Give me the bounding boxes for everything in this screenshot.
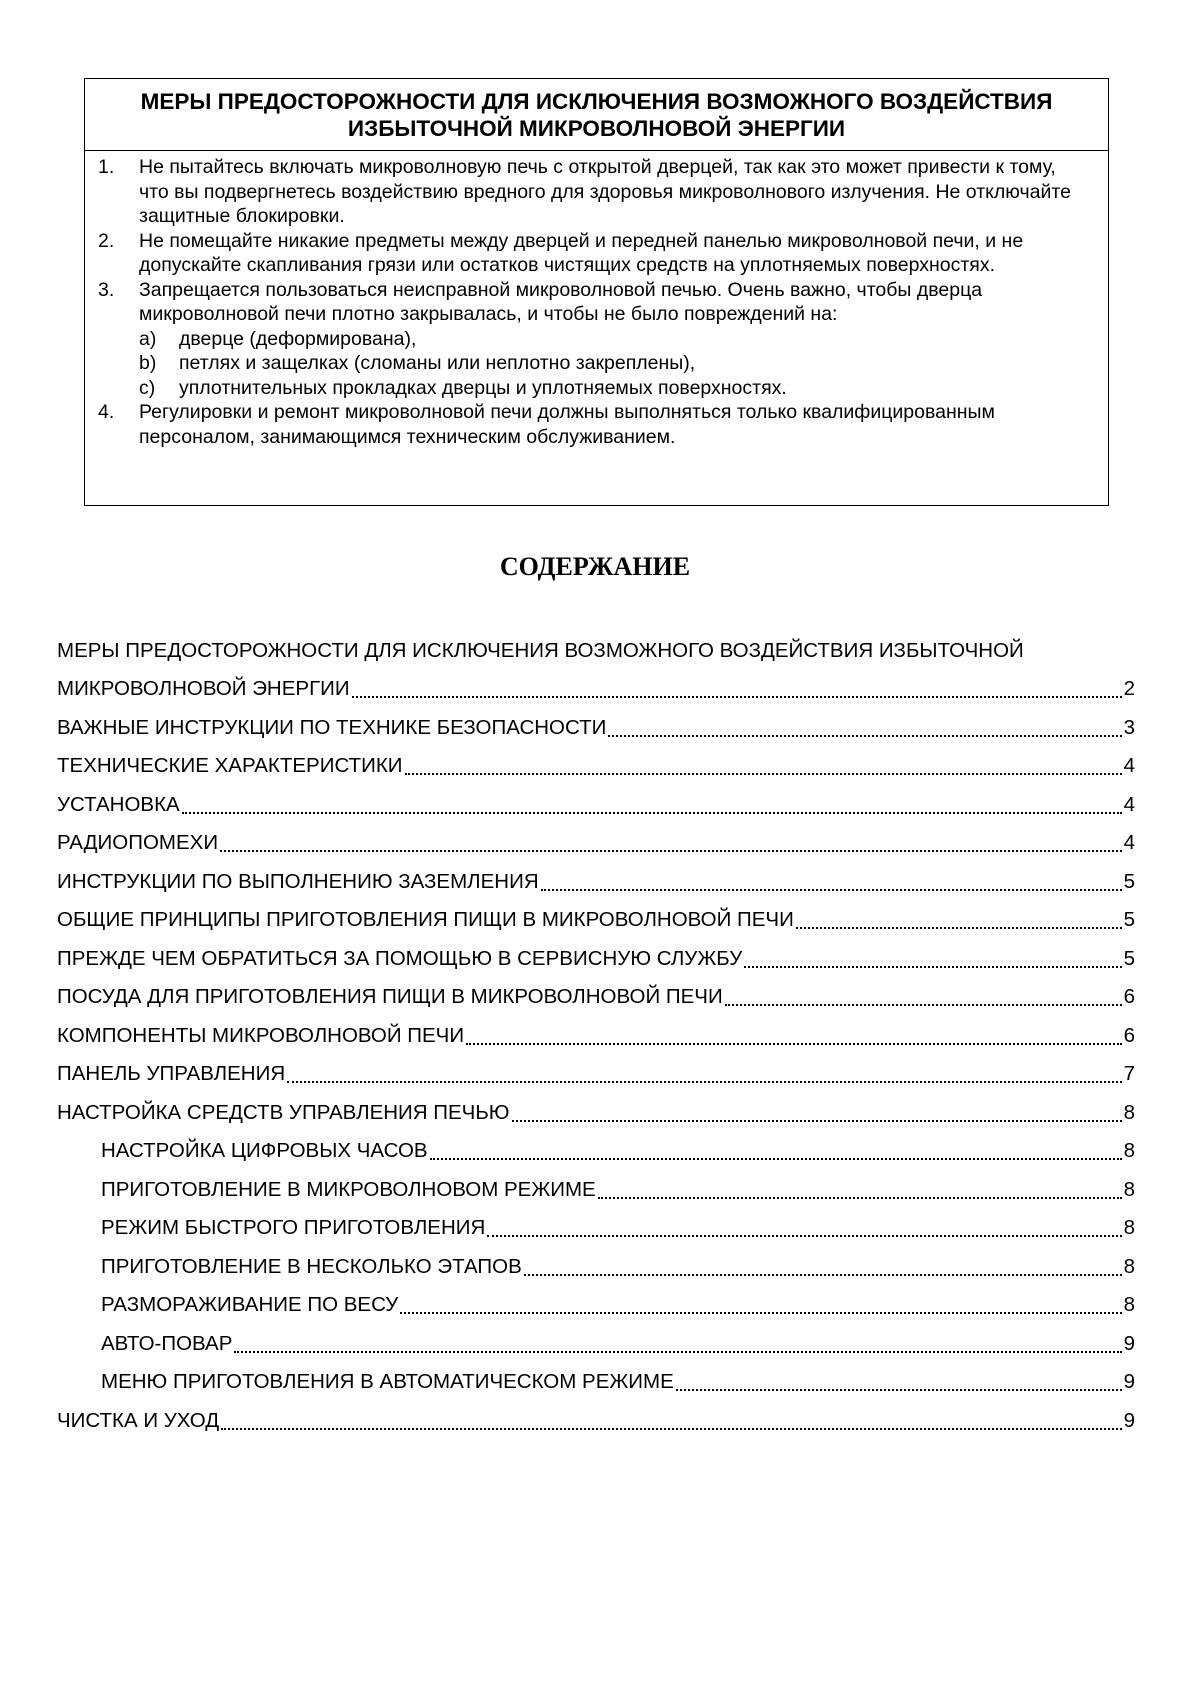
toc-entry-page: 9 xyxy=(1123,1331,1135,1355)
toc-dot-leader xyxy=(598,1197,1122,1199)
warning-item-text: Регулировки и ремонт микроволновой печи должны выполняться только квалифицированным персоналом, занимающимся техническим обслуживанием. xyxy=(139,401,995,448)
toc-entry-title: ПРЕЖДЕ ЧЕМ ОБРАТИТЬСЯ ЗА ПОМОЩЬЮ В СЕРВИСНУЮ СЛУЖБУ xyxy=(57,946,743,970)
warning-box xyxy=(84,78,1109,506)
toc-entry[interactable] xyxy=(57,670,1135,709)
warning-item xyxy=(85,400,1108,449)
toc-entry[interactable] xyxy=(57,1171,1135,1210)
toc-entry-title: АВТО-ПОВАР xyxy=(101,1331,233,1355)
toc-dot-leader xyxy=(512,1120,1122,1122)
toc-dot-leader xyxy=(608,735,1121,737)
toc-entry-title: ПАНЕЛЬ УПРАВЛЕНИЯ xyxy=(57,1062,286,1085)
toc-entry-page: 8 xyxy=(1123,1293,1135,1316)
toc-entry[interactable] xyxy=(57,1209,1135,1248)
toc-entry[interactable] xyxy=(57,863,1135,902)
toc-entry-title: РАЗМОРАЖИВАНИЕ ПО ВЕСУ xyxy=(101,1293,399,1316)
toc-entry[interactable] xyxy=(57,747,1135,786)
toc-dot-leader xyxy=(182,812,1122,814)
toc-entry[interactable] xyxy=(57,1286,1135,1325)
toc-entry-page: 3 xyxy=(1123,715,1135,739)
toc-dot-leader xyxy=(221,1428,1121,1430)
toc-dot-leader xyxy=(405,773,1122,775)
toc-entry-page: 6 xyxy=(1123,985,1135,1008)
warning-sub-item xyxy=(139,327,1078,352)
toc-entry-page: 8 xyxy=(1123,1100,1135,1124)
toc-dot-leader xyxy=(676,1389,1122,1391)
toc-entry[interactable] xyxy=(57,1363,1135,1402)
toc-dot-leader xyxy=(744,966,1121,968)
toc-heading: СОДЕРЖАНИЕ xyxy=(499,552,691,581)
warning-item xyxy=(85,229,1108,278)
toc-entry-title: КОМПОНЕНТЫ МИКРОВОЛНОВОЙ ПЕЧИ xyxy=(57,1023,465,1047)
toc-entry[interactable] xyxy=(57,709,1135,748)
warning-title xyxy=(85,79,1108,151)
toc-entry-page: 5 xyxy=(1123,869,1135,893)
toc-entry-page: 2 xyxy=(1123,677,1135,700)
toc-dot-leader xyxy=(487,1235,1121,1237)
toc-entry[interactable] xyxy=(57,1132,1135,1171)
toc-entry-title: ЧИСТКА И УХОД xyxy=(57,1408,220,1432)
toc-entry[interactable] xyxy=(57,1248,1135,1287)
toc-entry-page: 8 xyxy=(1123,1254,1135,1278)
toc-entry-title: ПРИГОТОВЛЕНИЕ В НЕСКОЛЬКО ЭТАПОВ xyxy=(101,1254,522,1278)
toc-entry[interactable] xyxy=(57,1094,1135,1133)
toc-entry[interactable] xyxy=(57,786,1135,825)
toc-dot-leader xyxy=(234,1351,1121,1353)
toc-entry-page: 4 xyxy=(1123,792,1135,816)
toc-dot-leader xyxy=(541,889,1122,891)
toc-entry-page: 8 xyxy=(1123,1216,1135,1239)
toc-entry-page: 9 xyxy=(1123,1408,1135,1432)
warning-sub-text: дверце (деформирована), xyxy=(179,327,417,350)
toc-entry-title: ПРИГОТОВЛЕНИЕ В МИКРОВОЛНОВОМ РЕЖИМЕ xyxy=(101,1177,596,1201)
warning-item-text: Запрещается пользоваться неисправной микроволновой печью. Очень важно, чтобы дверца микроволновой печи плотно закрывалась, и чтобы не было повреждений на: xyxy=(139,278,983,325)
toc-entry-title: МИКРОВОЛНОВОЙ ЭНЕРГИИ xyxy=(57,677,350,700)
toc-entry-title: МЕНЮ ПРИГОТОВЛЕНИЯ В АВТОМАТИЧЕСКОМ РЕЖИМЕ xyxy=(101,1370,674,1393)
warning-sub-text: уплотнительных прокладках дверцы и уплотняемых поверхностях. xyxy=(179,376,787,399)
toc-entry-page: 6 xyxy=(1123,1023,1135,1047)
toc-entry-page: 4 xyxy=(1123,831,1135,854)
toc-dot-leader xyxy=(400,1312,1121,1314)
warning-item xyxy=(85,155,1108,229)
warning-item-number: 3. xyxy=(98,278,115,301)
toc-entry-page: 9 xyxy=(1123,1370,1135,1393)
toc-entry-title: РЕЖИМ БЫСТРОГО ПРИГОТОВЛЕНИЯ xyxy=(101,1216,486,1239)
toc-entry[interactable] xyxy=(57,901,1135,940)
warning-item-number: 1. xyxy=(98,156,115,178)
toc-entry-title: РАДИОПОМЕХИ xyxy=(57,831,219,854)
toc-dot-leader xyxy=(524,1274,1122,1276)
table-of-contents xyxy=(57,632,1135,1440)
toc-entry-title: ТЕХНИЧЕСКИЕ ХАРАКТЕРИСТИКИ xyxy=(57,754,403,777)
toc-entry-page: 4 xyxy=(1123,754,1135,777)
toc-entry-page: 5 xyxy=(1123,908,1135,931)
warning-item xyxy=(85,278,1108,401)
toc-dot-leader xyxy=(430,1158,1122,1160)
toc-entry-title: НАСТРОЙКА СРЕДСТВ УПРАВЛЕНИЯ ПЕЧЬЮ xyxy=(57,1100,510,1124)
toc-dot-leader xyxy=(220,850,1122,852)
toc-entry[interactable] xyxy=(57,1017,1135,1056)
warning-sub-letter: b) xyxy=(139,352,157,374)
toc-dot-leader xyxy=(287,1081,1121,1083)
warning-sub-item xyxy=(139,351,1078,376)
toc-entry[interactable] xyxy=(57,824,1135,863)
toc-entry-page: 8 xyxy=(1123,1139,1135,1162)
warning-sub-item xyxy=(139,376,1078,401)
warning-list xyxy=(85,151,1108,449)
toc-entry-title: УСТАНОВКА xyxy=(57,792,180,816)
warning-item-text: Не помещайте никакие предметы между дверцей и передней панелью микроволновой печи, и не допускайте скапливания грязи или остатков чистящих средств на уплотняемых поверхностях. xyxy=(139,229,1024,276)
toc-entry[interactable] xyxy=(57,1402,1135,1441)
toc-entry[interactable] xyxy=(57,940,1135,979)
toc-entry-title: ОБЩИЕ ПРИНЦИПЫ ПРИГОТОВЛЕНИЯ ПИЩИ В МИКРОВОЛНОВОЙ ПЕЧИ xyxy=(57,908,794,931)
warning-sub-list xyxy=(139,327,1078,401)
toc-dot-leader xyxy=(796,927,1122,929)
toc-entry-title: ПОСУДА ДЛЯ ПРИГОТОВЛЕНИЯ ПИЩИ В МИКРОВОЛНОВОЙ ПЕЧИ xyxy=(57,985,723,1008)
toc-entry-title: ВАЖНЫЕ ИНСТРУКЦИИ ПО ТЕХНИКЕ БЕЗОПАСНОСТИ xyxy=(57,715,607,739)
toc-entry-page: 5 xyxy=(1123,946,1135,970)
toc-dot-leader xyxy=(352,696,1122,698)
warning-title-line-1: МЕРЫ ПРЕДОСТОРОЖНОСТИ ДЛЯ ИСКЛЮЧЕНИЯ ВОЗМОЖНОГО ВОЗДЕЙСТВИЯ xyxy=(140,88,1053,114)
toc-entry[interactable] xyxy=(57,978,1135,1017)
toc-entry-page: 7 xyxy=(1123,1062,1135,1085)
toc-entry-title: НАСТРОЙКА ЦИФРОВЫХ ЧАСОВ xyxy=(101,1139,428,1162)
toc-entry[interactable] xyxy=(57,1325,1135,1364)
toc-entries xyxy=(57,670,1135,1440)
warning-item-text: Не пытайтесь включать микроволновую печь с открытой дверцей, так как это может привести к тому, что вы подвергнетесь воздействию вредного для здоровья микроволнового излучения. Не отключайте защитные блокировки. xyxy=(139,156,1071,227)
toc-entry[interactable] xyxy=(57,1055,1135,1094)
toc-entry-title: ИНСТРУКЦИИ ПО ВЫПОЛНЕНИЮ ЗАЗЕМЛЕНИЯ xyxy=(57,869,539,893)
warning-title-line-2: ИЗБЫТОЧНОЙ МИКРОВОЛНОВОЙ ЭНЕРГИИ xyxy=(347,115,846,141)
toc-first-line[interactable]: МЕРЫ ПРЕДОСТОРОЖНОСТИ ДЛЯ ИСКЛЮЧЕНИЯ ВОЗМОЖНОГО ВОЗДЕЙСТВИЯ ИЗБЫТОЧНОЙ xyxy=(57,639,1024,662)
warning-item-number: 4. xyxy=(98,401,115,423)
warning-sub-text: петлях и защелках (сломаны или неплотно закреплены), xyxy=(179,352,696,374)
warning-sub-letter: a) xyxy=(139,327,157,350)
toc-entry-page: 8 xyxy=(1123,1177,1135,1201)
toc-dot-leader xyxy=(466,1043,1122,1045)
warning-item-number: 2. xyxy=(98,229,115,252)
toc-dot-leader xyxy=(725,1004,1122,1006)
warning-sub-letter: c) xyxy=(139,376,156,399)
